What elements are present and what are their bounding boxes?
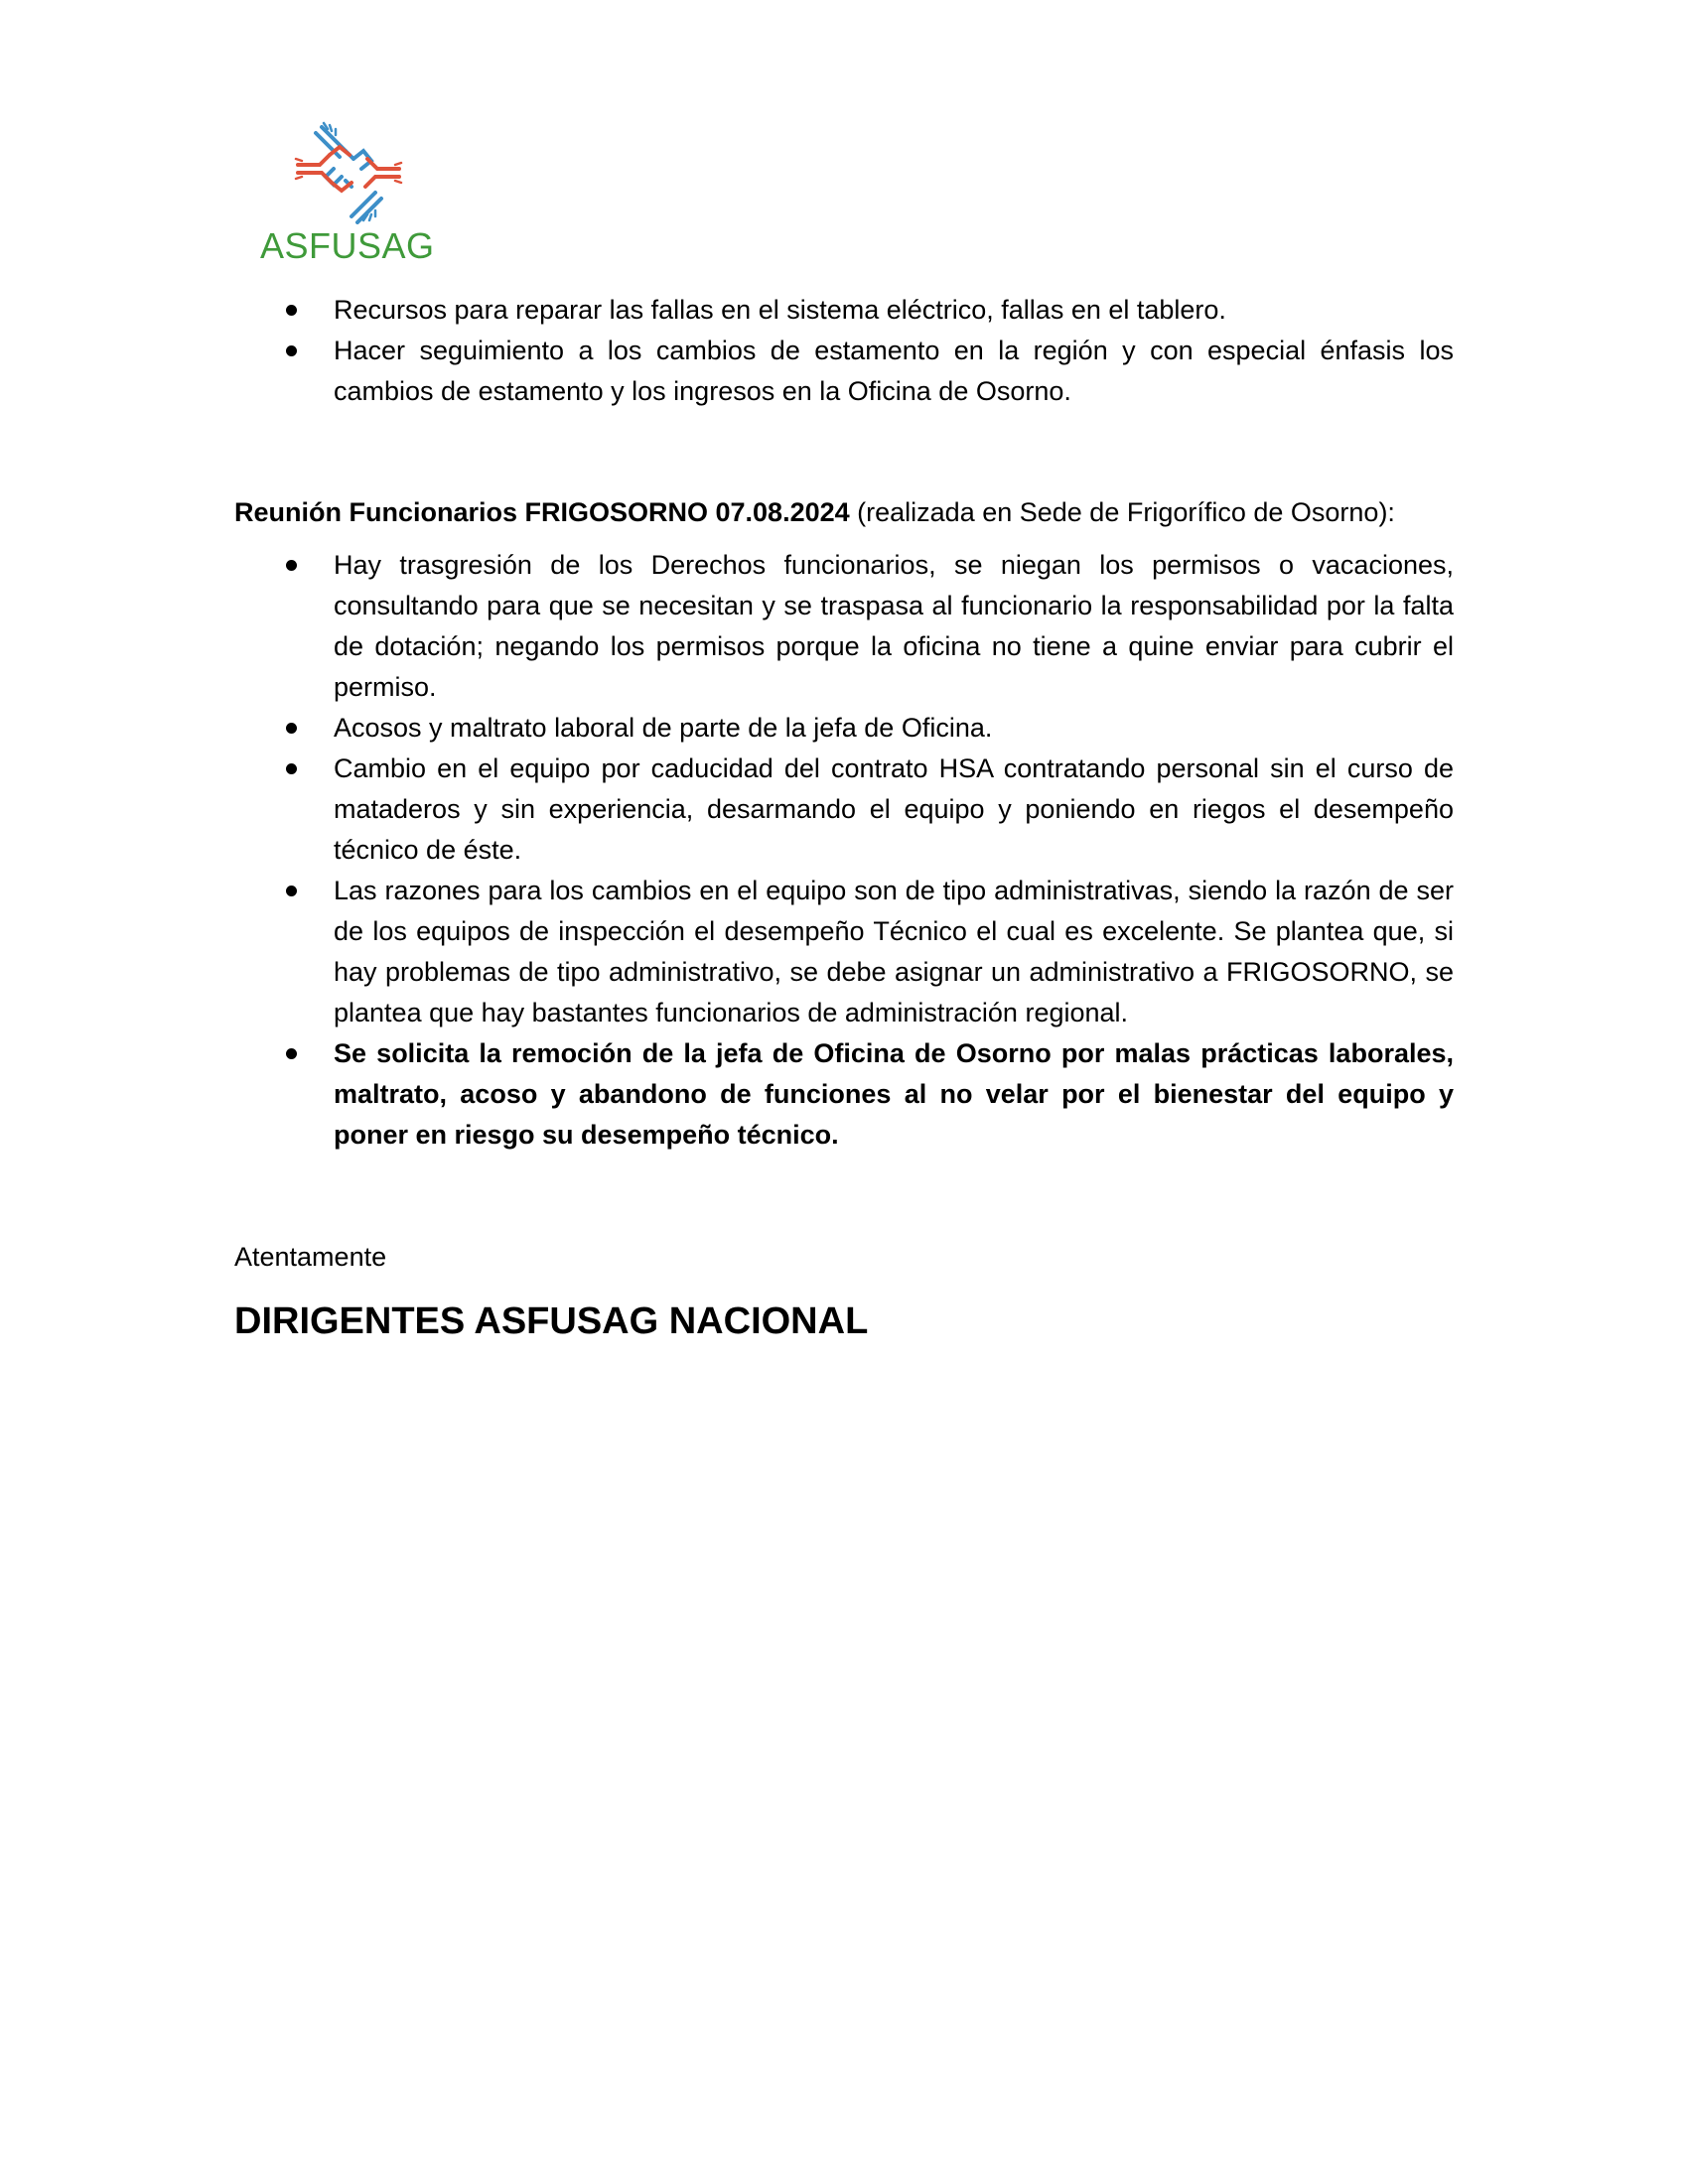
bullet-icon [286,305,297,316]
meeting-detail: (realizada en Sede de Frigorífico de Osorno): [849,497,1395,527]
bullet-list-meeting [234,545,1454,1156]
list-item-text: Hay trasgresión de los Derechos funcionarios, se niegan los permisos o vacaciones, consultando para que se necesitan y se traspasa al funcionario la responsabilidad por la falta de dotación; negando los permisos porque la oficina no tiene a quine enviar para cubrir el permiso. [334,550,1454,702]
signature: DIRIGENTES ASFUSAG NACIONAL [234,1300,869,1342]
list-item [234,331,1454,412]
list-item-text: Las razones para los cambios en el equipo son de tipo administrativas, siendo la razón de ser de los equipos de inspección el desempeño Técnico el cual es excelente. Se plantea que, si hay problemas de tipo administrativo, se debe asignar un administrativo a FRIGOSORNO, se plantea que hay bastantes funcionarios de administración regional. [334,876,1454,1027]
list-item [234,708,1454,749]
bullet-list-requests [234,290,1454,412]
list-item-text: Se solicita la remoción de la jefa de Oficina de Osorno por malas prácticas laborales, maltrato, acoso y abandono de funciones al no velar por el bienestar del equipo y poner en riesgo su desempeño técnico. [334,1038,1454,1150]
four-hands-logo-icon [294,121,403,224]
list-item-text: Acosos y maltrato laboral de parte de la jefa de Oficina. [334,713,993,743]
bullet-icon [286,345,297,356]
list-item [234,749,1454,871]
bullet-icon [286,1048,297,1059]
list-item-bold [234,1033,1454,1156]
meeting-heading [234,492,1454,533]
logo-text: ASFUSAG [260,225,435,266]
bullet-icon [286,886,297,896]
document-body [234,290,1454,1347]
bullet-icon [286,723,297,734]
closing-text: Atentamente [234,1242,387,1272]
asfusag-logo [260,121,449,270]
list-item [234,545,1454,708]
list-item [234,290,1454,331]
list-item [234,871,1454,1033]
list-item-text: Cambio en el equipo por caducidad del contrato HSA contratando personal sin el curso de mataderos y sin experiencia, desarmando el equipo y poniendo en riegos el desempeño técnico de éste. [334,753,1454,865]
list-item-text: Hacer seguimiento a los cambios de estamento en la región y con especial énfasis los cambios de estamento y los ingresos en la Oficina de Osorno. [334,336,1454,406]
bullet-icon [286,560,297,571]
list-item-text: Recursos para reparar las fallas en el sistema eléctrico, fallas en el tablero. [334,295,1226,325]
bullet-icon [286,763,297,774]
meeting-title: Reunión Funcionarios FRIGOSORNO 07.08.2024 [234,497,850,527]
